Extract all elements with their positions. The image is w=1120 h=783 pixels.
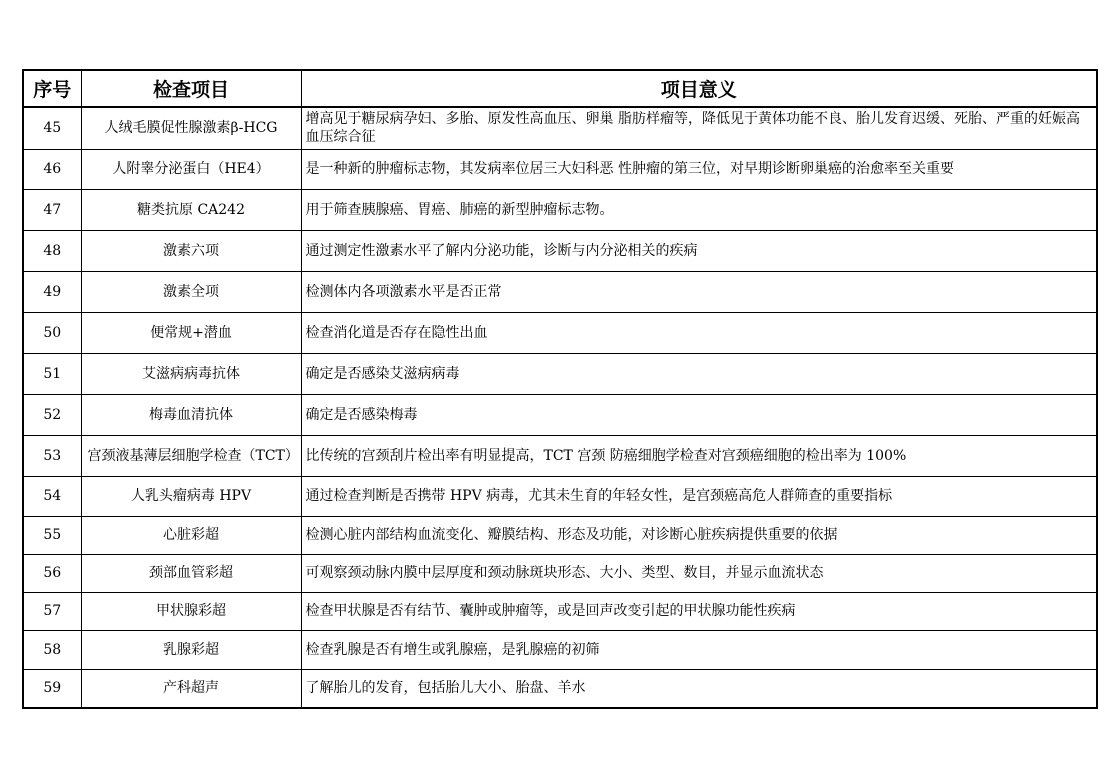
row-exam-item: 激素六项 [81,230,301,271]
row-item-meaning: 检查甲状腺是否有结节、囊肿或肿瘤等，或是回声改变引起的甲状腺功能性疾病 [301,592,1097,630]
table-row [23,312,1097,353]
table-row [23,353,1097,394]
row-exam-item: 人附睾分泌蛋白（HE4） [81,149,301,189]
row-serial-number: 50 [23,312,81,353]
row-item-meaning: 检测体内各项激素水平是否正常 [301,271,1097,312]
table-row [23,149,1097,189]
exam-items-table [22,69,1098,709]
row-item-meaning: 增高见于糖尿病孕妇、多胎、原发性高血压、卵巢 脂肪样瘤等，降低见于黄体功能不良、胎儿发育迟缓、死胎、严重的妊娠高血压综合征 [301,107,1097,149]
header-item-meaning: 项目意义 [301,70,1097,107]
row-item-meaning: 检测心脏内部结构血流变化、瓣膜结构、形态及功能，对诊断心脏疾病提供重要的依据 [301,516,1097,554]
row-item-meaning: 用于筛查胰腺癌、胃癌、肺癌的新型肿瘤标志物。 [301,189,1097,230]
row-exam-item: 心脏彩超 [81,516,301,554]
row-item-meaning: 通过检查判断是否携带 HPV 病毒，尤其未生育的年轻女性，是宫颈癌高危人群筛查的重要指标 [301,476,1097,516]
row-item-meaning: 是一种新的肿瘤标志物，其发病率位居三大妇科恶 性肿瘤的第三位，对早期诊断卵巢癌的治愈率至关重要 [301,149,1097,189]
table-row [23,107,1097,149]
row-exam-item: 便常规+潜血 [81,312,301,353]
row-item-meaning: 确定是否感染梅毒 [301,394,1097,435]
row-exam-item: 人绒毛膜促性腺激素β-HCG [81,107,301,149]
table-row [23,592,1097,630]
row-serial-number: 56 [23,554,81,592]
table-row [23,394,1097,435]
row-exam-item: 人乳头瘤病毒 HPV [81,476,301,516]
row-item-meaning: 检查消化道是否存在隐性出血 [301,312,1097,353]
row-exam-item: 宫颈液基薄层细胞学检查（TCT） [81,435,301,476]
row-serial-number: 53 [23,435,81,476]
table-row [23,230,1097,271]
row-item-meaning: 检查乳腺是否有增生或乳腺癌，是乳腺癌的初筛 [301,630,1097,669]
header-exam-item: 检查项目 [81,70,301,107]
table-row [23,189,1097,230]
row-serial-number: 49 [23,271,81,312]
row-item-meaning: 了解胎儿的发育，包括胎儿大小、胎盘、羊水 [301,669,1097,708]
table-row [23,516,1097,554]
table-header-row [23,70,1097,107]
row-exam-item: 产科超声 [81,669,301,708]
row-item-meaning: 可观察颈动脉内膜中层厚度和颈动脉斑块形态、大小、类型、数目，并显示血流状态 [301,554,1097,592]
row-serial-number: 55 [23,516,81,554]
row-serial-number: 57 [23,592,81,630]
row-serial-number: 48 [23,230,81,271]
table-row [23,630,1097,669]
row-serial-number: 51 [23,353,81,394]
row-serial-number: 58 [23,630,81,669]
row-exam-item: 甲状腺彩超 [81,592,301,630]
row-item-meaning: 比传统的宫颈刮片检出率有明显提高，TCT 宫颈 防癌细胞学检查对宫颈癌细胞的检出率为 100% [301,435,1097,476]
row-exam-item: 艾滋病病毒抗体 [81,353,301,394]
row-serial-number: 45 [23,107,81,149]
table-row [23,435,1097,476]
row-exam-item: 乳腺彩超 [81,630,301,669]
table-row [23,271,1097,312]
row-exam-item: 糖类抗原 CA242 [81,189,301,230]
row-exam-item: 梅毒血清抗体 [81,394,301,435]
row-serial-number: 46 [23,149,81,189]
row-item-meaning: 通过测定性激素水平了解内分泌功能，诊断与内分泌相关的疾病 [301,230,1097,271]
header-serial-number: 序号 [23,70,81,107]
row-exam-item: 激素全项 [81,271,301,312]
row-item-meaning: 确定是否感染艾滋病病毒 [301,353,1097,394]
row-serial-number: 54 [23,476,81,516]
table-row [23,669,1097,708]
row-serial-number: 47 [23,189,81,230]
exam-items-table-container [22,69,1098,709]
table-row [23,554,1097,592]
row-serial-number: 52 [23,394,81,435]
table-row [23,476,1097,516]
row-serial-number: 59 [23,669,81,708]
row-exam-item: 颈部血管彩超 [81,554,301,592]
